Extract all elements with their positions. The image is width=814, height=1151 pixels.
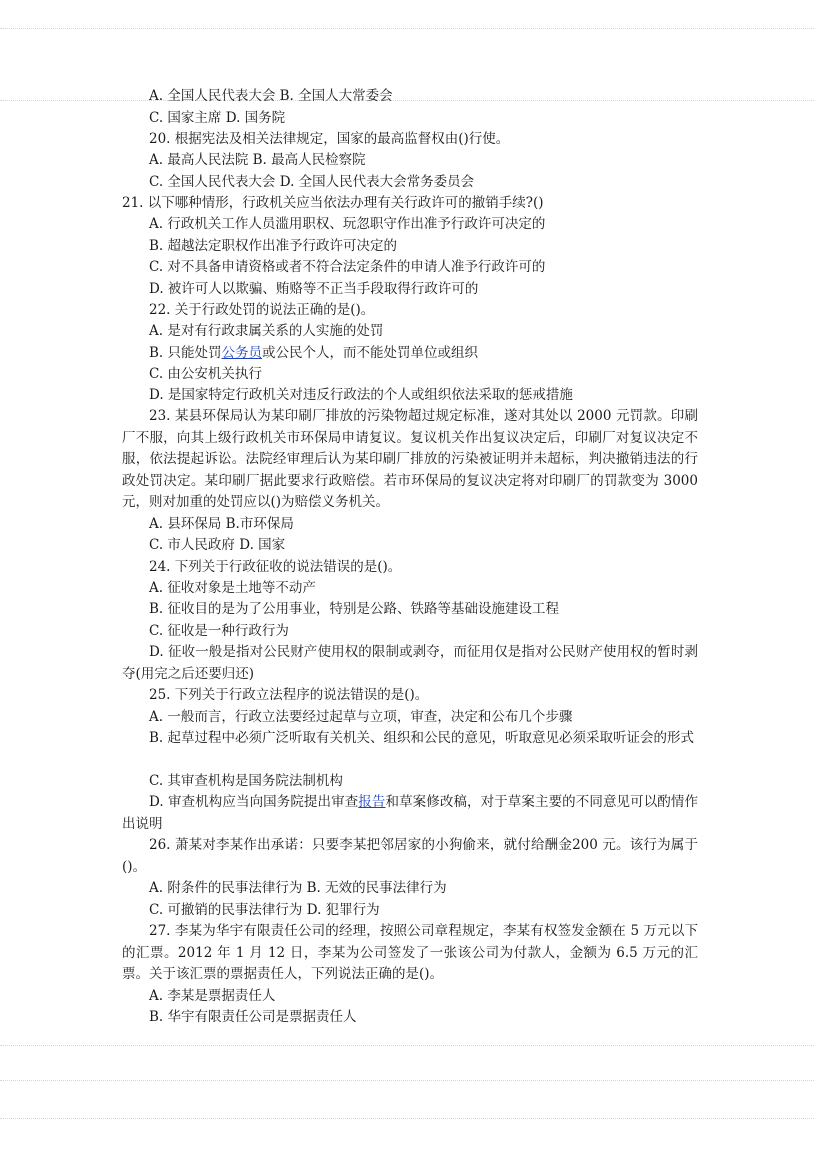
option-text: 和草案修改稿，对于草案主要的不同意见可以酌情作出说明 <box>122 794 698 832</box>
report-link[interactable]: 报告 <box>358 794 386 810</box>
option-line: D. 是国家特定行政机关对违反行政法的个人或组织依法采取的惩戒措施 <box>149 387 573 403</box>
option-line: C. 其审查机构是国务院法制机构 <box>149 773 343 789</box>
question-25: 25. 下列关于行政立法程序的说法错误的是()。 <box>149 687 429 703</box>
question-23: 23. 某县环保局认为某印刷厂排放的污染物超过规定标准，遂对其处以 2000 元罚款。印刷厂不服，向其上级行政机关市环保局申请复议。复议机关作出复议决定后，印刷厂对复议决定不服，依法提起诉讼。法院经审理后认为某印刷厂排放的污染被证明并未超标，判决撤销违法的行政处罚决定。某印刷厂据此要求行政赔偿。若市环保局的复议决定将对印刷厂的罚款变为 3000 元，则对加重的处罚应以()为赔偿义务机关。 <box>122 408 698 510</box>
scan-dotted-rule <box>0 28 814 29</box>
option-line: A. 县环保局 B.市环保局 <box>149 516 294 532</box>
question-26: 26. 萧某对李某作出承诺：只要李某把邻居家的小狗偷来，就付给酬金200 元。该行为属于()。 <box>122 837 698 875</box>
option-paragraph: D. 征收一般是指对公民财产使用权的限制或剥夺，而征用仅是指对公民财产使用权的暂时剥夺(用完之后还要归还) <box>122 644 698 682</box>
question-22: 22. 关于行政处罚的说法正确的是()。 <box>149 302 375 318</box>
option-line: C. 由公安机关执行 <box>149 366 262 382</box>
option-line: A. 一般而言，行政立法要经过起草与立项，审查，决定和公布几个步骤 <box>149 709 573 725</box>
option-line: A. 征收对象是土地等不动产 <box>149 580 316 596</box>
option-paragraph <box>122 792 698 835</box>
scan-dotted-rule <box>0 1118 814 1119</box>
scan-dotted-rule <box>0 100 814 101</box>
option-line: C. 全国人民代表大会 D. 全国人民代表大会常务委员会 <box>149 174 475 190</box>
option-line: B. 超越法定职权作出准予行政许可决定的 <box>149 238 398 254</box>
scan-dotted-rule <box>0 1080 814 1081</box>
option-line: A. 行政机关工作人员滥用职权、玩忽职守作出准予行政许可决定的 <box>149 216 546 232</box>
option-line: D. 被许可人以欺骗、贿赂等不正当手段取得行政许可的 <box>149 281 479 297</box>
option-text: B. 只能处罚 <box>149 345 222 361</box>
option-line: C. 对不具备申请资格或者不符合法定条件的申请人准予行政许可的 <box>149 259 546 275</box>
option-line <box>149 343 478 363</box>
option-paragraph: B. 起草过程中必须广泛听取有关机关、组织和公民的意见，听取意见必须采取听证会的形式 <box>149 730 695 746</box>
option-line: B. 征收目的是为了公用事业，特别是公路、铁路等基础设施建设工程 <box>149 601 560 617</box>
question-27: 27. 李某为华宇有限责任公司的经理，按照公司章程规定，李某有权签发金额在 5 万元以下的汇票。2012 年 1 月 12 日，李某为公司签发了一张该公司为付款人，金额为 6.5 万元的汇票。关于该汇票的票据责任人，下列说法正确的是()。 <box>122 923 698 982</box>
option-line: B. 华宇有限责任公司是票据责任人 <box>149 1009 357 1025</box>
question-21: 21. 以下哪种情形，行政机关应当依法办理有关行政许可的撤销手续?() <box>122 195 544 211</box>
option-line: A. 是对有行政隶属关系的人实施的处罚 <box>149 323 384 339</box>
question-24: 24. 下列关于行政征收的说法错误的是()。 <box>149 559 402 575</box>
option-line: A. 最高人民法院 B. 最高人民检察院 <box>149 152 366 168</box>
option-text: D. 审查机构应当向国务院提出审查 <box>149 794 359 810</box>
option-text: 或公民个人，而不能处罚单位或组织 <box>262 345 479 361</box>
option-line: A. 全国人民代表大会 B. 全国人大常委会 <box>149 88 393 104</box>
question-20: 20. 根据宪法及相关法律规定，国家的最高监督权由()行使。 <box>149 131 510 147</box>
option-line: C. 征收是一种行政行为 <box>149 623 289 639</box>
option-line: C. 国家主席 D. 国务院 <box>149 110 286 126</box>
scan-dotted-rule <box>0 1045 814 1046</box>
option-line: A. 李某是票据责任人 <box>149 988 276 1004</box>
civil-servant-link[interactable]: 公务员 <box>221 345 263 361</box>
option-line: A. 附条件的民事法律行为 B. 无效的民事法律行为 <box>149 880 447 896</box>
option-line: C. 可撤销的民事法律行为 D. 犯罪行为 <box>149 902 380 918</box>
option-line: C. 市人民政府 D. 国家 <box>149 537 286 553</box>
